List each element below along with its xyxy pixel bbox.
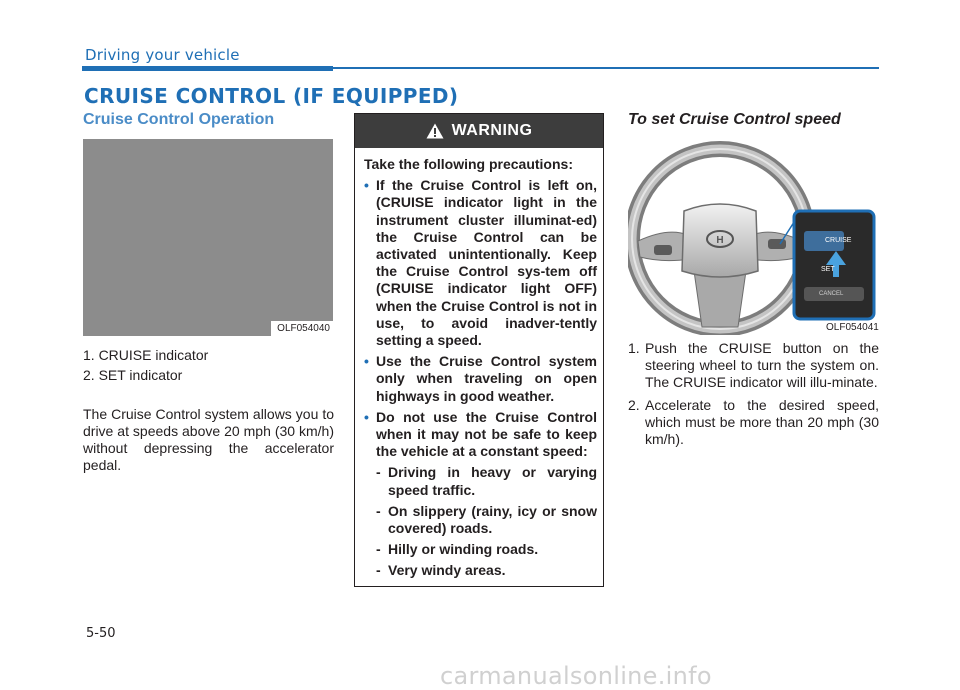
bullet-icon: • [364,408,369,425]
warning-condition: - Driving in heavy or varying speed traffic. [376,464,597,498]
list-item: 2. SET indicator [83,367,183,383]
header-rule-thick [82,66,333,71]
cruise-label: CRUISE [825,237,852,244]
photo-code: OLF054040 [271,321,333,336]
warning-box [354,113,604,587]
cluster-photo [83,139,333,336]
list-item: 1. CRUISE indicator [83,347,209,363]
cancel-label: CANCEL [819,291,844,297]
watermark: carmanualsonline.info [440,662,712,690]
page-heading: CRUISE CONTROL (IF EQUIPPED) [84,84,459,108]
bullet-icon: • [364,177,369,194]
header-rule-thin [333,67,879,69]
warning-bullet: • Do not use the Cruise Control when it may not be safe to keep the vehicle at a constant speed: [364,408,597,460]
warning-bullet: • Use the Cruise Control system only when traveling on open highways in good weather. [364,353,597,404]
photo-code: OLF054041 [826,322,879,333]
warning-condition: - Very windy areas. [376,562,506,579]
list-item: 2. Accelerate to the desired speed, which must be more than 20 mph (30 km/h). [628,396,879,448]
warning-header [355,114,603,148]
operation-heading: Cruise Control Operation [83,111,275,128]
list-item: 1. Push the CRUISE button on the steering wheel to turn the system on. The CRUISE indicator will illu-minate. [628,340,879,391]
warning-condition: - Hilly or winding roads. [376,541,539,558]
warning-title: WARNING [451,122,533,139]
warning-body [355,148,603,580]
set-speed-heading: To set Cruise Control speed [628,111,841,128]
description-paragraph: The Cruise Control system allows you to drive at speeds above 20 mph (30 km/h) without depressing the accelerator pedal. [83,406,334,473]
set-label: SET [821,266,835,273]
warning-bullet: • If the Cruise Control is left on, (CRUISE indicator light in the instrument cluster illuminat-ed) the Cruise Control can be activated unintentionally. Keep the Cruise Control sys-tem off (CRUISE indicator light OFF) when the Cruise Control is not in use, to avoid inadver-tently setting a speed. [364,177,597,349]
warning-condition: - On slippery (rainy, icy or snow covered) roads. [376,502,597,537]
section-title: Driving your vehicle [85,46,240,64]
warning-intro: Take the following precautions: [364,156,573,172]
svg-text:H: H [716,235,724,246]
bullet-icon: • [364,353,369,370]
warning-triangle-icon [426,123,444,139]
steering-wheel-illustration [628,139,878,335]
setting-steps [628,340,879,453]
indicator-list [83,345,208,385]
page-number: 5-50 [86,626,116,641]
